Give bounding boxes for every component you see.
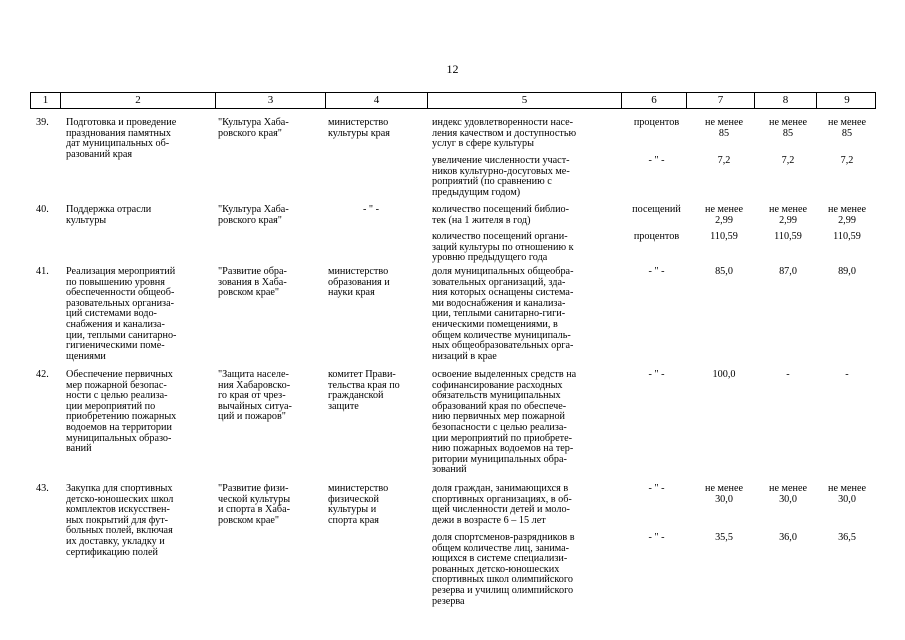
activity-name: Поддержка отрасли культуры [66,204,152,226]
indicator-value-year-3: 36,5 [838,532,856,543]
indicator-text: количество посещений библио- тек (на 1 жителя в год) [432,204,570,226]
header-col-1: 1 [31,93,61,108]
indicator-value-year-2: 36,0 [779,532,797,543]
indicator-value-year-2: - [786,369,790,380]
indicator-text: доля муниципальных общеобра- зовательных организаций, зда- ния которых оснащены система- ми водоснабжения и канализа- ции, теплыми санитарно-гиги- еническими помещениями, в общем количестве муниципаль- ных общеобразовательных орга- низаций в крае [432,266,574,362]
program-name: "Культура Хаба- ровского края" [218,117,289,139]
indicator-unit: посещений [632,204,681,215]
indicator-value-year-1: 35,5 [715,532,733,543]
program-name: "Развитие обра- зования в Хаба- ровском крае" [218,266,287,299]
indicator-value-year-2: не менее 2,99 [769,204,807,226]
indicator-text: освоение выделенных средств на софинансирование расходных обязательств муниципальных образований края по обеспече- нию первичных мер пожарной безопасности с целью реализа- ции мероприятий по приобрете- нию пожарных водоемов на тер- ритории муниципальных обра- зований [432,369,577,476]
indicator-value-year-2: не менее 30,0 [769,483,807,505]
indicator-value-year-2: не менее 85 [769,117,807,139]
indicator-value-year-3: не менее 85 [828,117,866,139]
header-col-5: 5 [428,93,622,108]
indicator-value-year-2: 87,0 [779,266,797,277]
indicator-value-year-3: не менее 2,99 [828,204,866,226]
responsible-body: министерство культуры края [328,117,390,139]
row-number: 42. [36,369,49,380]
indicator-unit: - " - [648,266,665,277]
activity-name: Подготовка и проведение празднования памятных дат муниципальных об- разований края [66,117,177,160]
indicator-value-year-3: 7,2 [840,155,854,166]
row-number: 40. [36,204,49,215]
indicator-text: индекс удовлетворенности насе- ления качеством и доступностью услуг в сфере культуры [432,117,577,150]
header-col-4: 4 [326,93,428,108]
indicator-value-year-3: 110,59 [833,231,861,242]
responsible-body: министерство образования и науки края [328,266,390,299]
responsible-body: комитет Прави- тельства края по гражданской защите [328,369,400,412]
header-col-2: 2 [61,93,216,108]
indicator-value-year-1: 7,2 [717,155,731,166]
responsible-body: министерство физической культуры и спорта края [328,483,389,526]
responsible-body: - " - [362,204,380,215]
indicator-value-year-1: не менее 2,99 [705,204,743,226]
indicator-value-year-1: не менее 85 [705,117,743,139]
header-col-8: 8 [755,93,817,108]
activity-name: Реализация мероприятий по повышению уровня обеспеченности общеоб- разовательных организа- ций системами водо- снабжения и канализа- ции, теплыми санитарно- гигиеническими поме- щениями [66,266,177,362]
indicator-value-year-1: 100,0 [712,369,736,380]
indicator-unit: - " - [648,369,665,380]
indicator-unit: - " - [648,532,665,543]
indicator-unit: процентов [633,117,680,128]
program-name: "Развитие физи- ческой культуры и спорта в Хаба- ровском крае" [218,483,291,526]
indicator-value-year-3: не менее 30,0 [828,483,866,505]
header-col-7: 7 [687,93,755,108]
indicator-value-year-2: 110,59 [774,231,802,242]
activity-name: Обеспечение первичных мер пожарной безопас- ности с целью реализа- ции мероприятий по приобретению пожарных водоемов на территории муниципальных образо- ваний [66,369,177,455]
indicator-value-year-2: 7,2 [781,155,795,166]
row-number: 39. [36,117,49,128]
indicator-value-year-3: - [845,369,849,380]
indicator-text: доля спортсменов-разрядников в общем количестве лиц, занима- ющихся в системе специализи- рованных детско-юношеских спортивных школ олимпийского резерва и училищ олимпийского резерва [432,532,575,607]
indicator-value-year-1: 85,0 [715,266,733,277]
row-number: 43. [36,483,49,494]
indicator-value-year-1: 110,59 [710,231,738,242]
row-number: 41. [36,266,49,277]
page-number: 12 [446,62,459,76]
header-col-6: 6 [622,93,687,108]
indicator-text: количество посещений органи- заций культуры по отношению к уровню предыдущего года [432,231,574,264]
indicator-unit: - " - [648,155,665,166]
indicator-text: доля граждан, занимающихся в спортивных организациях, в об- щей численности детей и моло- дежи в возрасте 6 – 15 лет [432,483,572,526]
indicator-unit: процентов [633,231,680,242]
indicator-unit: - " - [648,483,665,494]
header-col-9: 9 [844,94,850,106]
program-name: "Культура Хаба- ровского края" [218,204,289,226]
indicator-value-year-3: 89,0 [838,266,856,277]
indicator-value-year-1: не менее 30,0 [705,483,743,505]
table-header [30,92,876,109]
indicator-text: увеличение численности участ- ников культурно-досуговых ме- роприятий (по сравнению с предыдущим годом) [432,155,570,198]
activity-name: Закупка для спортивных детско-юношеских школ комплектов искусствен- ных покрытий для фут- больных полей, включая их доставку, укладку и сертификацию полей [66,483,174,558]
program-name: "Защита населе- ния Хабаровско- го края от чрез- вычайных ситуа- ций и пожаров" [218,369,292,423]
header-col-3: 3 [216,93,326,108]
